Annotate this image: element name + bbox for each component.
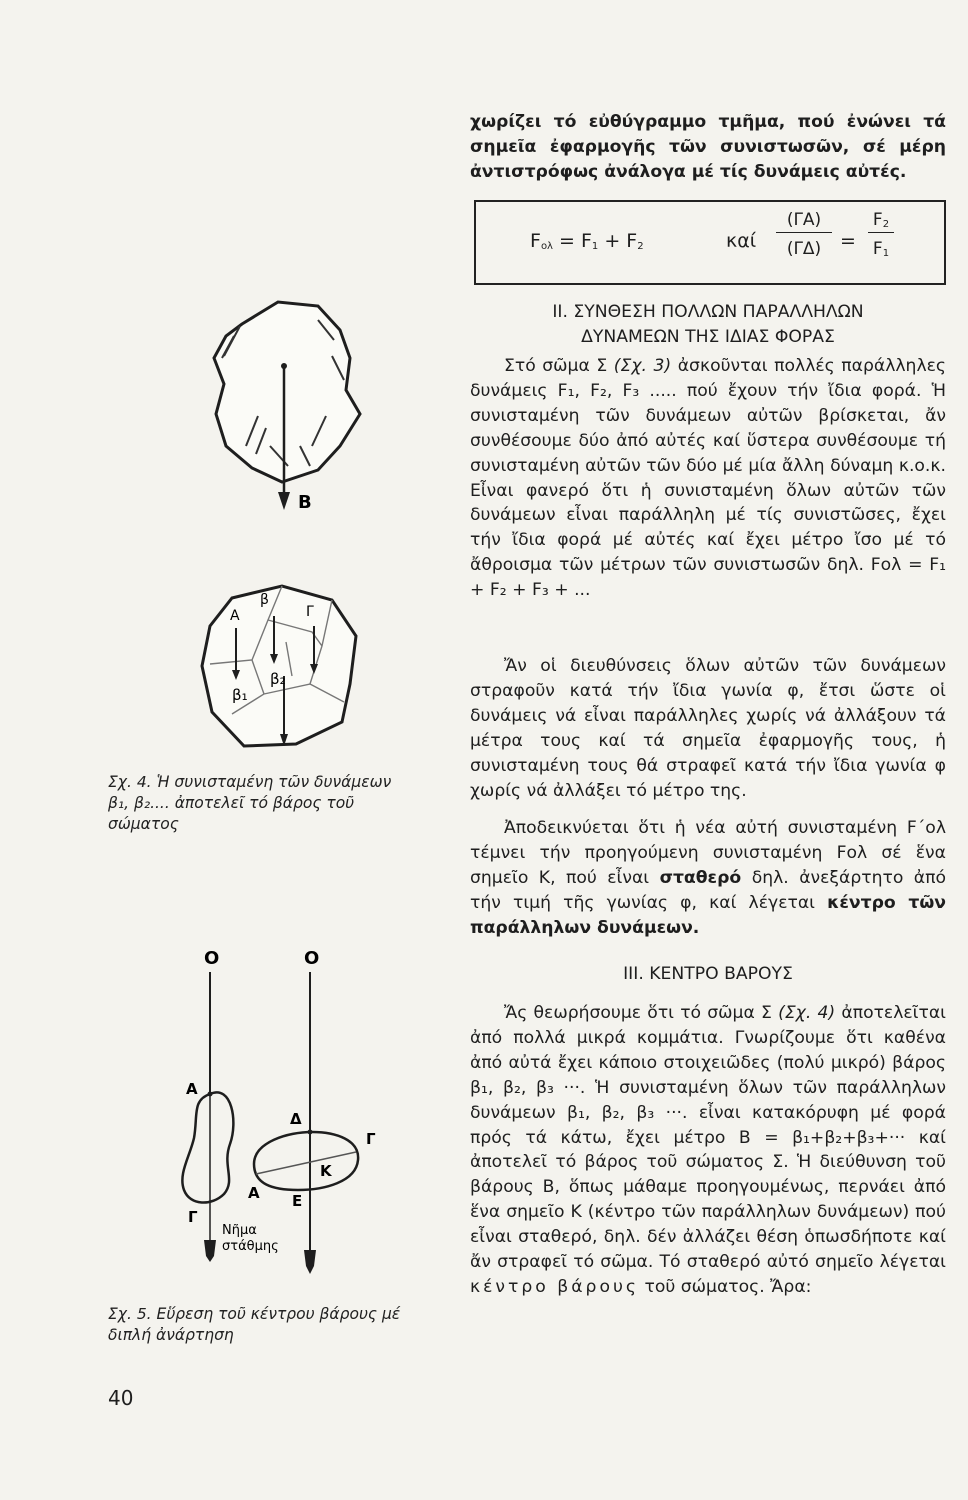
section-2-title-line-2: ΔΥΝΑΜΕΩΝ ΤΗΣ ΙΔΙΑΣ ΦΟΡΑΣ — [581, 327, 835, 347]
ratio-denominator: (ΓΔ) — [786, 239, 822, 259]
label-K: Κ — [320, 1162, 332, 1180]
s2-p2-body: Ἄν οἱ διευθύνσεις ὅλων αὐτῶν τῶν δυνάμεων στραφοῦν κατά τήν ἴδια γωνία φ, ἔτσι ὥστε οἱ δυνάμεις νά εἶναι παράλληλες χωρίς νά ἀλλάξουν τά μέτρα τους καί τά σημεῖα ἐφαρμογῆς τους, ἡ συνισταμένη τους θά στραφεῖ κατά τήν ἴδια γωνία φ χωρίς νά ἀλλάξει τό μέτρο της. — [470, 656, 946, 801]
section-3-heading — [470, 962, 946, 987]
section-3-paragraph-1 — [470, 1001, 946, 1300]
rock-weight-arrowhead — [278, 492, 290, 510]
s3-center-of-gravity-term: κέντρο βάρους — [470, 1276, 640, 1297]
section-3-title: ΙΙΙ. ΚΕΝΤΡΟ ΒΑΡΟΥΣ — [623, 964, 793, 984]
body-outline — [202, 586, 356, 746]
label-b1: β₁ — [232, 686, 248, 704]
sub-2: 2 — [637, 241, 644, 252]
rock-weight-label: Β — [298, 492, 312, 513]
page-number: 40 — [108, 1386, 134, 1410]
label-A: Α — [230, 608, 240, 624]
section-2-paragraph-1 — [470, 354, 946, 603]
s2-figure-ref: (Σχ. 3) — [613, 356, 672, 376]
section-2-paragraph-3 — [470, 816, 946, 941]
ratio-fraction — [776, 210, 832, 259]
s2-p1-start: Στό σῶμα Σ — [504, 356, 608, 376]
force-denominator — [868, 233, 894, 259]
ratio-numerator: (ΓΑ) — [776, 210, 832, 233]
point-Delta — [308, 1130, 313, 1135]
plumb-label-line-1: Νῆμα — [222, 1223, 257, 1238]
s2-center-term: κέντρο τῶν παράλληλων δυνάμεων. — [470, 892, 946, 938]
intro-paragraph — [470, 110, 946, 185]
figure-5-caption — [108, 1304, 448, 1346]
s2-p1-body: ἀσκοῦνται πολλές παράλληλες δυνάμεις F₁, F₂, F₃ ..... πού ἔχουν τήν ἴδια φορά. Ἡ συνισταμένη τῶν δυνάμεων αὐτῶν βρίσκεται, ἄν συνθέσουμε δύο ἀπό αὐτές καί ὕστερα συνθέσουμε τή συνισταμένη αὐτῶν τῶν δύο μέ μία ἄλλη δύναμη κ.ο.κ. Εἶναι φανερό ὅτι ἡ συνισταμένη ὅλων αὐτῶν τῶν δυνάμεων εἶναι παράλληλη μέ τίς συνιστῶσες, ἔχει τήν ἴδια φορά μέ αὐτές καί ἔχει μέτρο ἴσο μέ τό ἄθροισμα τῶν μέτρων τῶν συνιστωσῶν δηλ. Fολ = F₁ + F₂ + F₃ + ... — [470, 356, 947, 601]
s3-p1-end: τοῦ σώματος. Ἄρα: — [644, 1276, 812, 1297]
label-beta: β — [260, 592, 269, 608]
label-gamma: Γ — [306, 604, 314, 620]
pivot-O-right: Ο — [304, 948, 320, 969]
plumb-label-line-2: στάθμης — [222, 1239, 279, 1254]
section-2-title-line-1: ΙΙ. ΣΥΝΘΕΣΗ ΠΟΛΛΩΝ ΠΑΡΑΛΛΗΛΩΝ — [552, 302, 864, 322]
label-E: Ε — [292, 1192, 303, 1210]
label-A-right: Α — [248, 1184, 260, 1202]
label-b2: β₂ — [270, 670, 286, 688]
figure-4-caption — [108, 772, 398, 835]
s3-figure-ref: (Σχ. 4) — [778, 1003, 836, 1023]
s2-p3-middle: δηλ. ἀνεξάρτητο ἀπό τήν τιμή τῆς γωνίας φ, καί λέγεται — [470, 867, 947, 913]
plumb-bob-left — [204, 1240, 216, 1262]
label-Delta: Δ — [290, 1110, 302, 1128]
intro-text: χωρίζει τό εὐθύγραμμο τμῆμα, πού ἐνώνει τά σημεῖα ἐφαρμογῆς τῶν συνιστωσῶν, σέ μέρη ἀντιστρόφως ἀνάλογα μέ τίς δυνάμεις αὐτές. — [470, 112, 946, 182]
formula-box — [474, 200, 946, 285]
figure-rock-weight — [200, 296, 370, 518]
rock-center-point — [281, 363, 287, 369]
f-ol-subscript: ολ — [540, 241, 553, 252]
figure-4-caption-text: Σχ. 4. Ἡ συνισταμένη τῶν δυνάμεων β₁, β₂.... ἀποτελεῖ τό βάρος τοῦ σώματος — [108, 773, 392, 833]
resultant-sum — [530, 230, 644, 252]
body-hanging-right — [254, 1132, 358, 1190]
force-fraction — [868, 210, 894, 259]
s3-p1-body: ἀποτελεῖται ἀπό πολλά μικρά κομμάτια. Γνωρίζουμε ὅτι καθένα ἀπό αὐτά ἔχει κάποιο στοιχειῶδες (πολύ μικρό) βάρος β₁, β₂, β₃ ···. Ἡ συνισταμένη ὅλων τῶν παράλληλων δυνάμεων β₁, β₂, β₃ ···. εἶναι κατακόρυφη μέ φορά πρός τά κάτω, ἔχει μέτρο Β = β₁+β₂+β₃+··· καί ἀποτελεῖ τό βάρος τοῦ σώματος Σ. Ἡ διεύθυνση τοῦ βάρους Β, ὅπως μάθαμε προηγουμένως, περνάει ἀπό ἕνα σημεῖο Κ (κέντρο τῶν παράλληλων δυνάμεων) πού εἶναι σταθερό, δηλ. δέν ἀλλάζει θέση ὁπωσδήποτε καί ἄν στραφεῖ τό σῶμα. Τό σταθερό αὐτό σημεῖο λέγεται — [470, 1003, 946, 1273]
section-2-paragraph-2 — [470, 654, 946, 803]
pivot-O-left: Ο — [204, 948, 220, 969]
f2-sub: 2 — [882, 219, 890, 230]
f1-sub: 1 — [882, 248, 890, 259]
sub-1: 1 — [591, 241, 599, 252]
section-2-heading — [470, 300, 946, 350]
s2-p3-start: Ἀποδεικνύεται ὅτι ἡ νέα αὐτή συνισταμένη F΄ολ τέμνει τήν προηγούμενη συνισταμένη Fολ σέ ἕνα σημεῖο Κ, πού εἶναι — [470, 818, 946, 888]
label-Gamma-left: Γ — [188, 1208, 198, 1226]
body-hanging-left — [182, 1092, 233, 1202]
label-Gamma-right: Γ — [366, 1130, 376, 1148]
label-A-left: Α — [186, 1080, 198, 1098]
point-A-left — [208, 1092, 213, 1097]
figure-double-suspension — [170, 944, 400, 1304]
plus-f: + F — [604, 230, 638, 252]
f-ol-symbol: F — [530, 230, 541, 252]
force-numerator — [868, 210, 894, 233]
figure-body-parts — [192, 580, 372, 754]
equals-sign: = — [840, 230, 856, 252]
marked-line — [256, 1152, 356, 1174]
kai-word: καί — [726, 230, 757, 252]
figure-5-caption-text: Σχ. 5. Εὕρεση τοῦ κέντρου βάρους μέ διπλή ἀνάρτηση — [108, 1305, 401, 1344]
s2-fixed-word: σταθερό — [659, 867, 742, 888]
rock-outline — [214, 302, 360, 482]
s3-p1-start: Ἄς θεωρήσουμε ὅτι τό σῶμα Σ — [504, 1003, 772, 1023]
equals-f: = F — [559, 230, 592, 252]
f1-symbol: F — [872, 239, 883, 259]
plumb-bob-right — [304, 1250, 316, 1274]
f2-symbol: F — [872, 210, 883, 230]
